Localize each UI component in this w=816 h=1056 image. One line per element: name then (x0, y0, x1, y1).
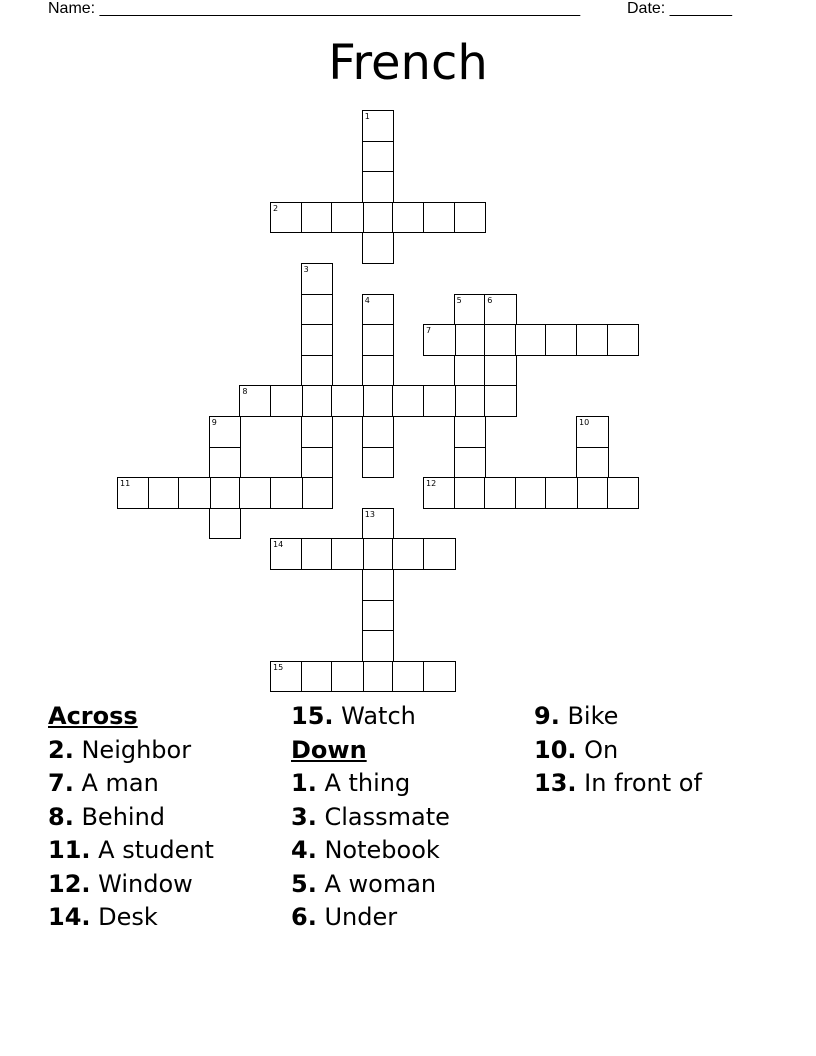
grid-cell[interactable] (454, 324, 487, 356)
grid-cell[interactable] (301, 416, 334, 448)
grid-cell[interactable] (331, 661, 364, 693)
grid-cell[interactable] (362, 569, 395, 601)
grid-cell[interactable] (423, 661, 456, 693)
grid-cell[interactable] (270, 385, 303, 417)
clue-down-3: 3. Classmate (291, 802, 450, 831)
grid-cell[interactable] (270, 202, 303, 234)
grid-cell[interactable] (607, 324, 640, 356)
clue-down-5: 5. A woman (291, 869, 437, 898)
grid-cell[interactable] (239, 477, 272, 509)
grid-cell[interactable] (484, 294, 517, 326)
clues-column-2 (291, 700, 450, 935)
cell-number: 3 (303, 265, 309, 274)
clue-across-11: 11. A student (48, 836, 214, 864)
clue-across-15: 15. Watch (291, 702, 416, 730)
clues-column-3 (534, 700, 702, 801)
grid-cell[interactable] (454, 355, 487, 387)
grid-cell[interactable] (362, 447, 395, 479)
grid-cell[interactable] (423, 385, 456, 417)
grid-cell[interactable] (362, 538, 395, 570)
grid-cell[interactable] (270, 538, 303, 570)
grid-cell[interactable] (362, 202, 395, 234)
grid-cell[interactable] (270, 661, 303, 693)
grid-cell[interactable] (423, 202, 456, 234)
cell-number: 15 (273, 662, 284, 672)
grid-cell[interactable] (331, 202, 364, 234)
cell-number: 1 (364, 112, 370, 121)
grid-cell[interactable] (301, 661, 334, 693)
grid-cell[interactable] (331, 385, 364, 417)
grid-cell[interactable] (148, 477, 181, 509)
grid-cell[interactable] (545, 324, 578, 356)
grid-cell[interactable] (301, 385, 334, 417)
clue-down-10: 10. On (534, 735, 619, 764)
clue-down-6: 6. Under (291, 903, 398, 931)
grid-cell[interactable] (362, 600, 395, 632)
grid-cell[interactable] (301, 294, 334, 326)
clue-across-8: 8. Behind (48, 802, 166, 831)
grid-cell[interactable] (484, 385, 517, 417)
grid-cell[interactable] (270, 477, 303, 509)
cell-number: 12 (426, 479, 437, 489)
grid-cell[interactable] (392, 385, 425, 417)
grid-cell[interactable] (362, 110, 395, 142)
cell-number: 10 (579, 418, 590, 427)
grid-cell[interactable] (423, 538, 456, 570)
grid-cell[interactable] (484, 324, 517, 356)
grid-cell[interactable] (209, 508, 242, 540)
grid-cell[interactable] (362, 232, 395, 264)
grid-cell[interactable] (362, 661, 395, 693)
clue-across-7: 7. A man (48, 769, 159, 797)
grid-cell[interactable] (362, 141, 395, 173)
down-heading: Down (291, 735, 367, 764)
grid-cell[interactable] (454, 385, 487, 417)
grid-cell[interactable] (392, 202, 425, 234)
grid-cell[interactable] (301, 447, 334, 479)
grid-cell[interactable] (454, 416, 487, 448)
grid-cell[interactable] (301, 202, 334, 234)
grid-cell[interactable] (484, 355, 517, 387)
grid-cell[interactable] (301, 477, 334, 509)
clue-down-9: 9. Bike (534, 702, 619, 730)
clue-across-14: 14. Desk (48, 903, 158, 931)
grid-cell[interactable] (454, 447, 487, 479)
grid-cell[interactable] (576, 324, 609, 356)
grid-cell[interactable] (576, 416, 609, 448)
grid-cell[interactable] (484, 477, 517, 509)
clue-down-1: 1. A thing (291, 769, 411, 797)
date-field-label: Date: _______ (627, 0, 732, 17)
grid-cell[interactable] (209, 416, 242, 448)
grid-cell[interactable] (362, 416, 395, 448)
grid-cell[interactable] (423, 324, 456, 356)
grid-cell[interactable] (209, 477, 242, 509)
cell-number: 2 (273, 203, 279, 213)
grid-cell[interactable] (576, 447, 609, 479)
grid-cell[interactable] (362, 171, 395, 203)
cell-number: 7 (426, 326, 432, 336)
grid-cell[interactable] (362, 324, 395, 356)
grid-cell[interactable] (301, 355, 334, 387)
grid-cell[interactable] (331, 538, 364, 570)
grid-cell[interactable] (178, 477, 211, 509)
grid-cell[interactable] (423, 477, 456, 509)
cell-number: 5 (456, 295, 462, 305)
grid-cell[interactable] (209, 447, 242, 479)
grid-cell[interactable] (362, 355, 395, 387)
cell-number: 9 (211, 418, 217, 427)
across-heading: Across (48, 702, 138, 730)
grid-cell[interactable] (301, 324, 334, 356)
grid-cell[interactable] (392, 661, 425, 693)
grid-cell[interactable] (607, 477, 640, 509)
grid-cell[interactable] (392, 538, 425, 570)
grid-cell[interactable] (362, 385, 395, 417)
clue-across-12: 12. Window (48, 869, 193, 898)
cell-number: 14 (273, 540, 284, 550)
grid-cell[interactable] (454, 477, 487, 509)
grid-cell[interactable] (301, 263, 334, 295)
cell-number: 4 (364, 295, 370, 305)
cell-number: 13 (364, 509, 375, 519)
grid-cell[interactable] (239, 385, 272, 417)
name-field-label: Name: ______________________________________________________ (48, 0, 581, 17)
grid-cell[interactable] (301, 538, 334, 570)
cell-number: 8 (242, 387, 248, 397)
grid-cell[interactable] (515, 477, 548, 509)
clue-down-4: 4. Notebook (291, 836, 440, 864)
grid-cell[interactable] (362, 508, 395, 540)
grid-cell[interactable] (362, 294, 395, 326)
grid-cell[interactable] (117, 477, 150, 509)
grid-cell[interactable] (362, 630, 395, 662)
clues-column-1 (48, 700, 214, 935)
grid-cell[interactable] (576, 477, 609, 509)
grid-cell[interactable] (545, 477, 578, 509)
clue-across-2: 2. Neighbor (48, 735, 192, 764)
grid-cell[interactable] (454, 294, 487, 326)
cell-number: 6 (487, 295, 493, 305)
cell-number: 11 (120, 479, 131, 489)
grid-cell[interactable] (515, 324, 548, 356)
clue-down-13: 13. In front of (534, 769, 702, 797)
grid-cell[interactable] (454, 202, 487, 234)
page-title: French (328, 35, 488, 91)
